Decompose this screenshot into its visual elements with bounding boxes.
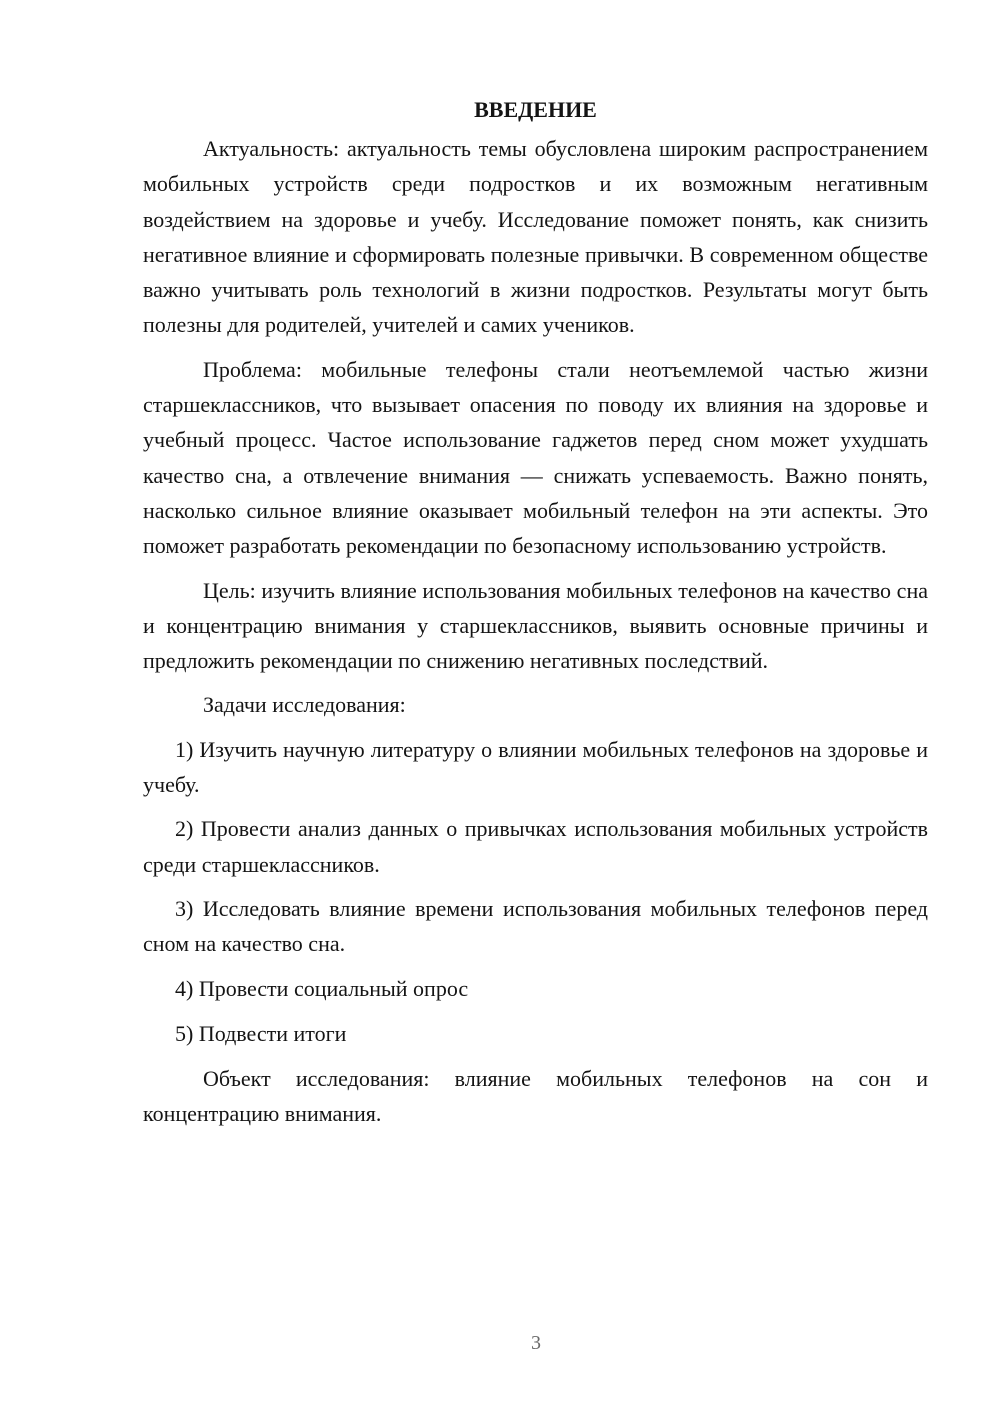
object-paragraph: Объект исследования: влияние мобильных телефонов на сон и концентрацию внимания. — [143, 1066, 928, 1127]
section-title: ВВЕДЕНИЕ — [474, 97, 597, 122]
goal-paragraph: Цель: изучить влияние использования мобильных телефонов на качество сна и концентрацию внимания у старшеклассников, выявить основные причины и предложить рекомендации по снижению негативных последствий. — [143, 577, 928, 674]
document-page — [143, 92, 928, 1141]
task-item-3: 3) Исследовать влияние времени использования мобильных телефонов перед сном на качество сна. — [143, 895, 928, 957]
task-item-2: 2) Провести анализ данных о привычках использования мобильных устройств среди старшеклассников. — [143, 816, 928, 877]
tasks-heading: Задачи исследования: — [203, 692, 406, 718]
task-item-5: 5) Подвести итоги — [175, 1020, 347, 1046]
relevance-paragraph: Актуальность: актуальность темы обусловлена широким распространением мобильных устройств среди подростков и их возможным негативным воздействием на здоровье и учебу. Исследование поможет понять, как снизить негативное влияние и сформировать полезные привычки. В современном обществе важно учитывать роль технологий в жизни подростков. Результаты могут быть полезны для родителей, учителей и самих учеников. — [143, 136, 928, 338]
page-number: 3 — [531, 1332, 541, 1354]
task-item-1: 1) Изучить научную литературу о влиянии мобильных телефонов на здоровье и учебу. — [143, 736, 928, 798]
problem-paragraph: Проблема: мобильные телефоны стали неотъемлемой частью жизни старшеклассников, что вызывает опасения по поводу их влияния на здоровье и учебный процесс. Частое использование гаджетов перед сном может ухудшать качество сна, а отвлечение внимания — снижать успеваемость. Важно понять, насколько сильное влияние оказывает мобильный телефон на эти аспекты. Это поможет разработать рекомендации по безопасному использованию устройств. — [143, 356, 928, 559]
task-item-4: 4) Провести социальный опрос — [175, 975, 469, 1001]
